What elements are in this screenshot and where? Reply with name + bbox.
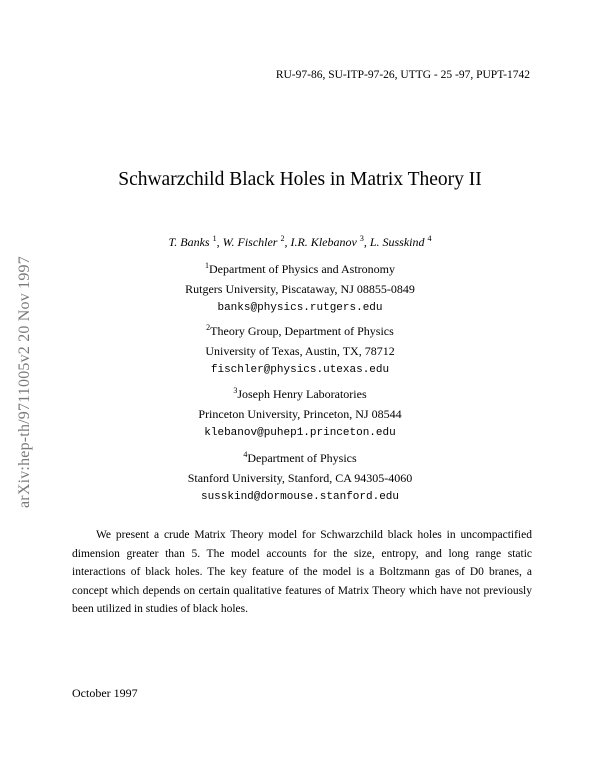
affiliation-department: $^3$Joseph Henry Laboratories [233,386,367,401]
affiliation-block [0,385,600,444]
author-affiliation-mark: 3 [359,234,364,243]
affiliation-institution: Rutgers University, Piscataway, NJ 08855-0849 [185,281,415,296]
affiliation-institution: University of Texas, Austin, TX, 78712 [205,343,395,358]
report-numbers: RU-97-86, SU-ITP-97-26, UTTG - 25 -97, PUPT-1742 [275,69,530,81]
paper-title: Schwarzchild Black Holes in Matrix Theory II [118,169,482,190]
affiliation-department: $^2$Theory Group, Department of Physics [206,323,394,338]
affiliation-block [0,260,600,319]
author-name: T. Banks [168,235,210,249]
abstract-text: We present a crude Matrix Theory model for Schwarzchild black holes in uncompactified dimension greater than 5. The model accounts for the size, entropy, and long range static interactions of black holes. The key feature of the model is a Boltzmann gas of D0 branes, a concept which depends on certain qualitative features of Matrix Theory which have not previously been utilized in studies of black holes. [72,529,532,615]
abstract [72,526,532,619]
arxiv-identifier-stamp: arXiv:hep-th/9711005v2 20 Nov 1997 [16,256,33,508]
affiliation-mark: 2 [206,323,211,332]
author-affiliation-mark: 1 [212,234,217,243]
affiliation-department: $^4$Department of Physics [243,450,357,465]
affiliation-mark: 4 [243,450,248,459]
affiliation-institution: Princeton University, Princeton, NJ 08544 [198,406,402,421]
author-name: L. Susskind [369,235,425,249]
author-name: I.R. Klebanov [290,235,357,249]
author-email: fischler@physics.utexas.edu [210,364,390,376]
affiliation-institution: Stanford University, Stanford, CA 94305-4060 [187,470,413,485]
author-affiliation-mark: 2 [280,234,285,243]
author-affiliation-mark: 4 [427,234,432,243]
author-email: banks@physics.rutgers.edu [217,302,383,314]
affiliation-mark: 1 [205,261,209,270]
affiliation-block [0,449,600,508]
author-list: T. Banks $^1$, W. Fischler $^2$, I.R. Klebanov $^3$, L. Susskind $^4$ [168,234,432,249]
affiliation-department: $^1$Department of Physics and Astronomy [205,261,395,276]
author-email: susskind@dormouse.stanford.edu [200,491,400,503]
affiliation-block [0,322,600,381]
publication-date: October 1997 [72,686,138,700]
author-email: klebanov@puhep1.princeton.edu [204,427,396,439]
author-name: W. Fischler [222,235,278,249]
affiliation-mark: 3 [233,386,238,395]
